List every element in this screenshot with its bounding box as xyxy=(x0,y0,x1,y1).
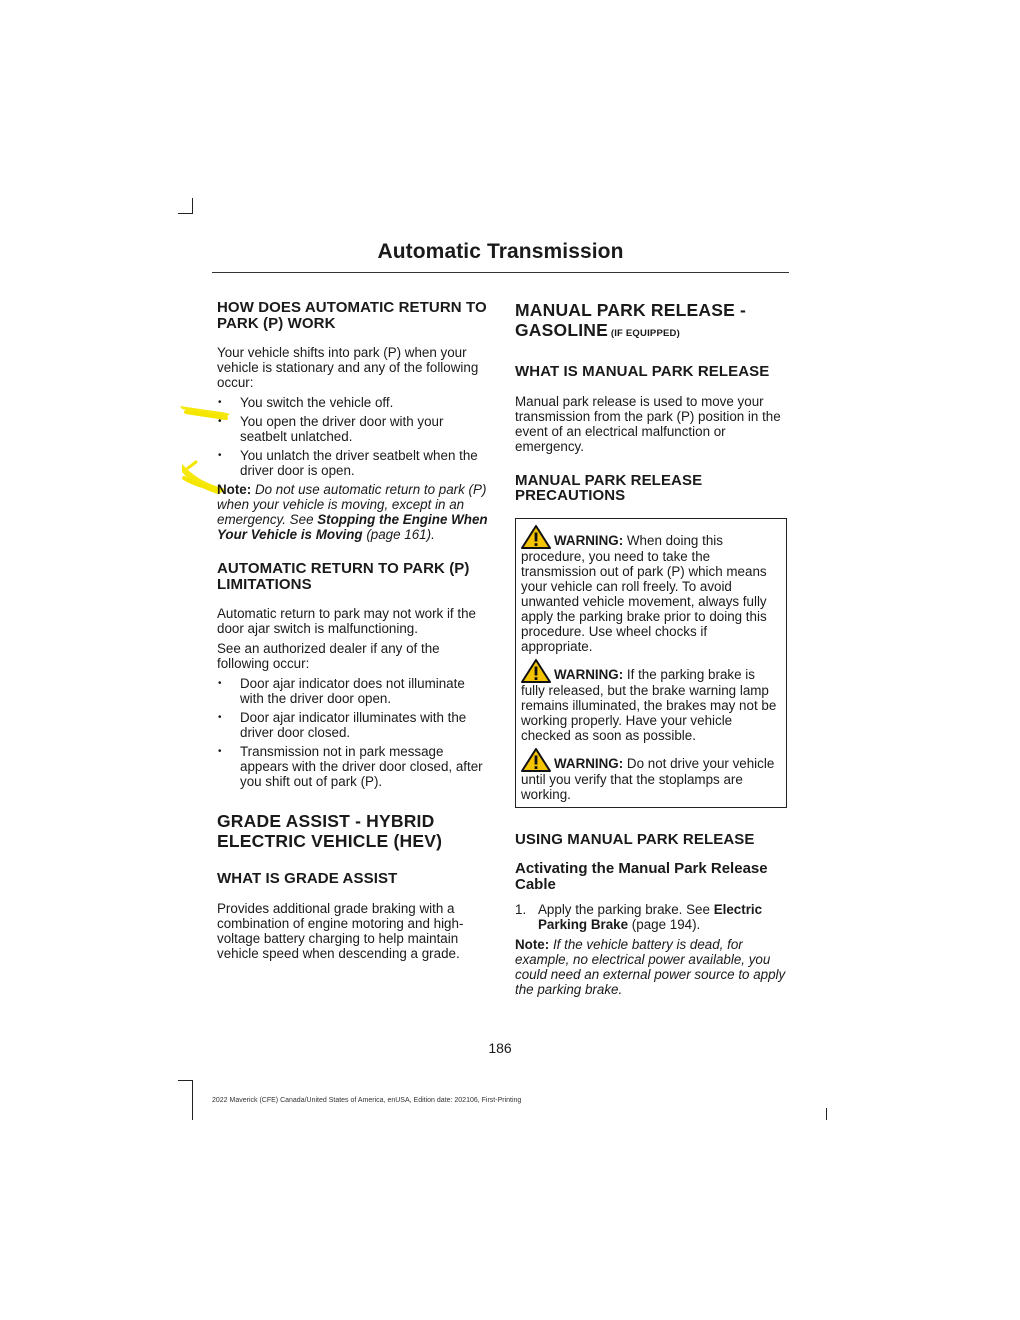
heading-precautions: MANUAL PARK RELEASE PRECAUTIONS xyxy=(515,471,703,504)
note-text: Do not use automatic return to park (P) when your vehicle is moving, except in an emergency. See xyxy=(217,482,487,527)
limitations-p1: Automatic return to park may not work if the door ajar switch is malfunctioning. xyxy=(217,606,476,636)
auto-return-bullets xyxy=(217,395,489,478)
heading-using-manual-park-release: USING MANUAL PARK RELEASE xyxy=(515,830,755,848)
limitations-p2: See an authorized dealer if any of the following occur: xyxy=(217,641,440,671)
warning-text: Do not drive your vehicle until you verify that the stoplamps are working. xyxy=(521,755,775,802)
auto-return-note xyxy=(217,482,489,542)
warning-triangle-icon xyxy=(521,525,551,549)
note-text: If the vehicle battery is dead, for example, no electrical power available, you could need an external power source to apply the parking brake. xyxy=(515,937,786,997)
step-page-ref: (page 194). xyxy=(628,917,701,932)
list-item xyxy=(515,902,787,932)
warning-text: When doing this procedure, you need to take the transmission out of park (P) which means your vehicle can roll freely. To avoid unwanted vehicle movement, always fully apply the parking brake prior to doing this procedure. Use wheel chocks if appropriate. xyxy=(521,532,767,654)
warning-label: WARNING: xyxy=(554,532,624,548)
note-label: Note: xyxy=(515,937,550,952)
list-item: • You switch the vehicle off. xyxy=(217,395,489,410)
warning-label: WARNING: xyxy=(554,666,624,682)
heading-if-equipped: (IF EQUIPPED) xyxy=(608,328,680,339)
step-number: 1. xyxy=(515,902,527,917)
heading-auto-return-park: HOW DOES AUTOMATIC RETURN TO PARK (P) WORK xyxy=(217,299,487,332)
steps-list xyxy=(515,902,787,932)
crop-mark-top-left-h xyxy=(178,213,193,214)
manual-park-release-p1: Manual park release is used to move your transmission from the park (P) position in the event of an electrical malfunction or emergency. xyxy=(515,393,781,454)
auto-return-intro: Your vehicle shifts into park (P) when your vehicle is stationary and any of the following occur: xyxy=(217,345,479,390)
page-title: Automatic Transmission xyxy=(377,240,624,263)
heading-manual-park-release xyxy=(515,300,787,344)
warning-box xyxy=(515,518,787,808)
warning-text: If the parking brake is fully released, but the brake warning lamp remains illuminated, the brakes may not be working properly. Have your vehicle checked as soon as possible. xyxy=(521,666,777,743)
note-page-ref: (page 161). xyxy=(362,527,435,542)
list-item: • Transmission not in park message appears with the driver door closed, after you shift out of park (P). xyxy=(217,744,489,789)
warning-2 xyxy=(521,659,781,743)
footer-edition-text: 2022 Maverick (CFE) Canada/United States of America, enUSA, Edition date: 202106, First-Printing xyxy=(212,1097,522,1104)
heading-activating-cable: Activating the Manual Park Release Cable xyxy=(515,860,768,893)
right-column xyxy=(515,300,787,1002)
left-column xyxy=(217,300,489,966)
list-item: • Door ajar indicator does not illuminate with the driver door open. xyxy=(217,676,489,706)
heading-main-text: MANUAL PARK RELEASE - GASOLINE xyxy=(515,300,747,340)
list-item: • Door ajar indicator illuminates with the driver door closed. xyxy=(217,710,489,740)
step-text: Apply the parking brake. See xyxy=(538,902,714,917)
heading-grade-assist: GRADE ASSIST - HYBRID ELECTRIC VEHICLE (HEV) xyxy=(217,811,443,851)
heading-auto-return-limitations: AUTOMATIC RETURN TO PARK (P) LIMITATIONS xyxy=(217,560,470,593)
list-item: • You unlatch the driver seatbelt when the driver door is open. xyxy=(217,448,489,478)
link-electric-parking-brake[interactable]: Electric Parking Brake xyxy=(538,902,763,932)
grade-assist-p1: Provides additional grade braking with a combination of engine motoring and high-voltage battery charging to help maintain vehicle speed when descending a grade. xyxy=(217,900,464,961)
warning-triangle-icon xyxy=(521,748,551,772)
page-number: 186 xyxy=(488,1040,512,1056)
list-item: • You open the driver door with your seatbelt unlatched. xyxy=(217,414,489,444)
crop-mark-bottom-left-h xyxy=(178,1080,193,1081)
warning-label: WARNING: xyxy=(554,755,624,771)
heading-what-is-manual-park-release: WHAT IS MANUAL PARK RELEASE xyxy=(515,363,770,380)
link-stopping-engine[interactable]: Stopping the Engine When Your Vehicle is Moving xyxy=(217,512,488,542)
warning-triangle-icon xyxy=(521,659,551,683)
title-rule xyxy=(212,272,789,273)
crop-mark-bottom-right-v xyxy=(826,1108,827,1120)
note-label: Note: xyxy=(217,482,252,497)
crop-mark-top-left-v xyxy=(192,198,193,214)
heading-what-is-grade-assist: WHAT IS GRADE ASSIST xyxy=(217,870,398,887)
limitations-bullets xyxy=(217,676,489,789)
warning-3 xyxy=(521,748,781,802)
warning-1 xyxy=(521,525,781,654)
manual-release-note xyxy=(515,937,787,997)
crop-mark-bottom-left-v xyxy=(192,1080,193,1120)
